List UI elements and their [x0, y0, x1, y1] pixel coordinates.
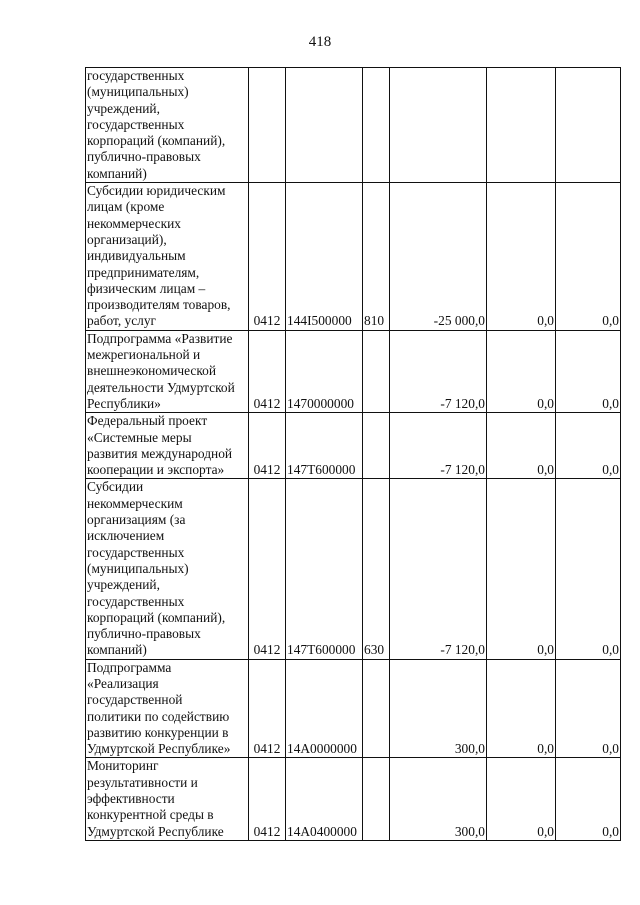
page-number: 418	[308, 34, 332, 50]
budget-table	[85, 67, 621, 841]
expense-type-code: 630	[363, 479, 390, 659]
section-code: 0412	[249, 413, 286, 479]
expense-type-code	[363, 68, 390, 183]
target-article-code: 1470000000	[286, 330, 363, 412]
amount-value: 300,0	[390, 758, 487, 840]
amount-value: 300,0	[390, 659, 487, 758]
row-name: Субсидии юридическим лицам (кроме некоммерческих организаций), индивидуальным предпринимателям, физическим лицам – производителям товаров, работ, услуг	[86, 183, 249, 331]
amount-value: -7 120,0	[390, 479, 487, 659]
year3-value	[556, 68, 621, 183]
expense-type-code	[363, 413, 390, 479]
table-row	[86, 330, 621, 412]
row-name: Мониторинг результативности и эффективности конкурентной среды в Удмуртской Республике	[86, 758, 249, 840]
expense-type-code	[363, 330, 390, 412]
table-row	[86, 413, 621, 479]
year3-value: 0,0	[556, 413, 621, 479]
expense-type-code	[363, 758, 390, 840]
amount-value: -7 120,0	[390, 330, 487, 412]
table-row	[86, 758, 621, 840]
row-name: Подпрограмма «Развитие межрегиональной и внешнеэкономической деятельности Удмуртской Республики»	[86, 330, 249, 412]
year3-value: 0,0	[556, 479, 621, 659]
amount-value	[390, 68, 487, 183]
section-code	[249, 68, 286, 183]
section-code: 0412	[249, 758, 286, 840]
table-row	[86, 659, 621, 758]
year2-value: 0,0	[487, 183, 556, 331]
target-article-code: 14А0400000	[286, 758, 363, 840]
section-code: 0412	[249, 479, 286, 659]
target-article-code: 14А0000000	[286, 659, 363, 758]
row-name: Субсидии некоммерческим организациям (за исключением государственных (муниципальных) учреждений, государственных корпораций (компаний), публично-правовых компаний)	[86, 479, 249, 659]
amount-value: -25 000,0	[390, 183, 487, 331]
year2-value: 0,0	[487, 758, 556, 840]
table-row	[86, 68, 621, 183]
target-article-code: 147T600000	[286, 479, 363, 659]
section-code: 0412	[249, 183, 286, 331]
row-name: Федеральный проект «Системные меры развития международной кооперации и экспорта»	[86, 413, 249, 479]
row-name: государственных (муниципальных) учреждений, государственных корпораций (компаний), публично-правовых компаний)	[86, 68, 249, 183]
row-name: Подпрограмма «Реализация государственной политики по содействию развитию конкуренции в Удмуртской Республике»	[86, 659, 249, 758]
year2-value: 0,0	[487, 659, 556, 758]
section-code: 0412	[249, 330, 286, 412]
year2-value: 0,0	[487, 330, 556, 412]
year2-value: 0,0	[487, 479, 556, 659]
table-row	[86, 479, 621, 659]
expense-type-code: 810	[363, 183, 390, 331]
year2-value: 0,0	[487, 413, 556, 479]
year3-value: 0,0	[556, 659, 621, 758]
target-article-code: 144I500000	[286, 183, 363, 331]
section-code: 0412	[249, 659, 286, 758]
amount-value: -7 120,0	[390, 413, 487, 479]
year2-value	[487, 68, 556, 183]
expense-type-code	[363, 659, 390, 758]
year3-value: 0,0	[556, 758, 621, 840]
target-article-code: 147T600000	[286, 413, 363, 479]
table-row	[86, 183, 621, 331]
target-article-code	[286, 68, 363, 183]
year3-value: 0,0	[556, 183, 621, 331]
year3-value: 0,0	[556, 330, 621, 412]
